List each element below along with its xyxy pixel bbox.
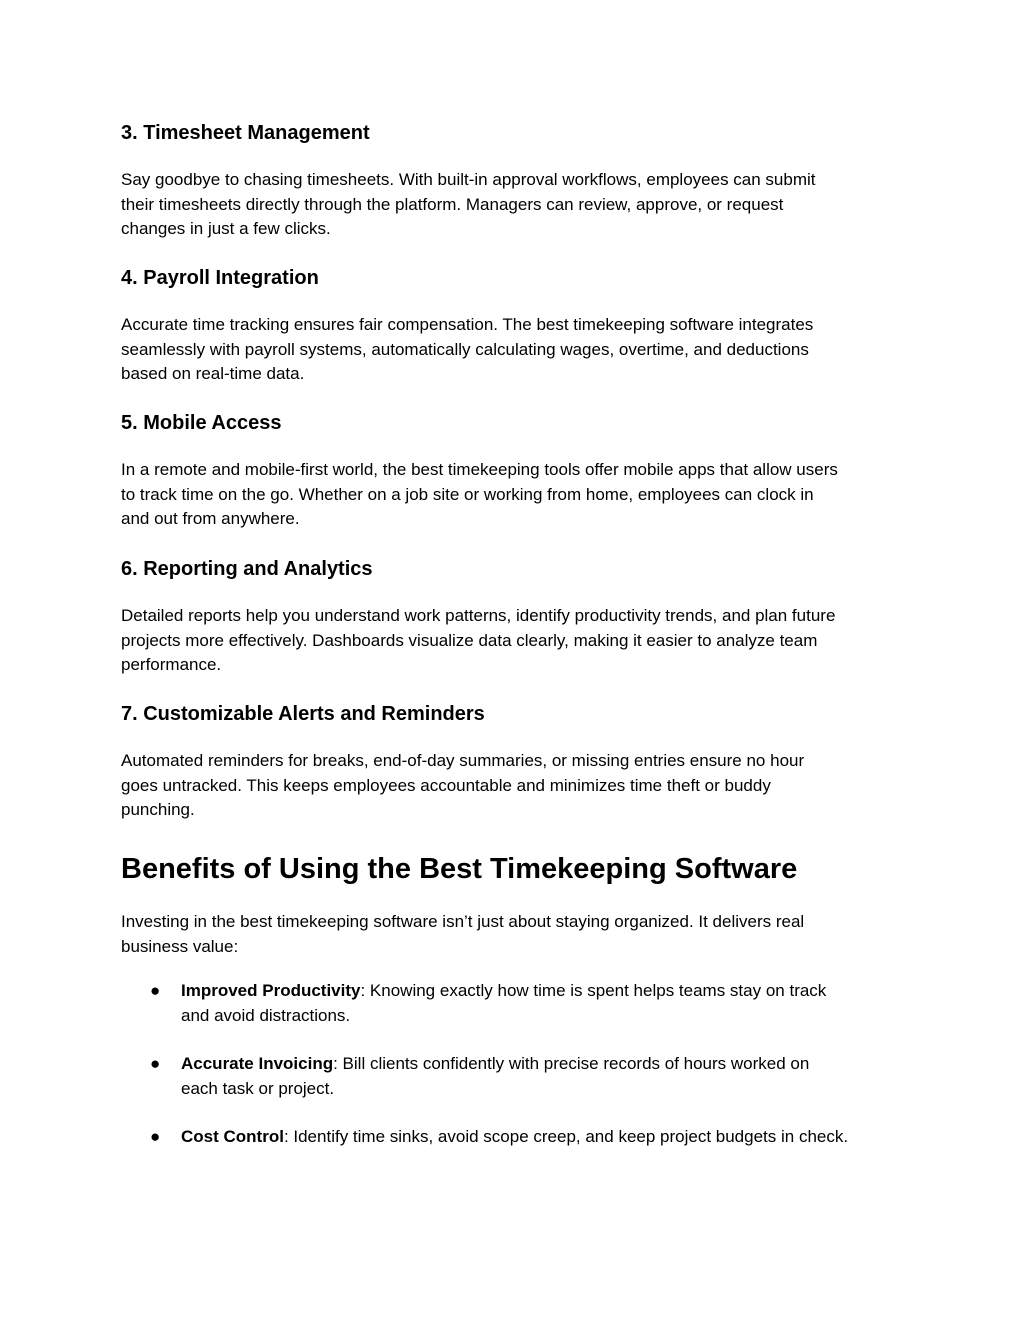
text-line: performance. [121, 655, 222, 674]
benefit-description: : Knowing exactly how time is spent helps teams stay on track [360, 981, 827, 1000]
section-paragraph-reporting-analytics [121, 604, 911, 678]
text-line: their timesheets directly through the platform. Managers can review, approve, or request [121, 194, 784, 214]
text-line: goes untracked. This keeps employees accountable and minimizes time theft or buddy [121, 775, 771, 795]
text-line: Detailed reports help you understand work patterns, identify productivity trends, and plan future [121, 606, 836, 625]
benefit-text [181, 1052, 911, 1101]
benefit-description: : Identify time sinks, avoid scope creep, and keep project budgets in check. [283, 1127, 849, 1146]
benefit-description-cont: and avoid distractions. [181, 1005, 351, 1025]
bullet-icon: ● [150, 1054, 161, 1073]
section-paragraph-payroll-integration [121, 313, 911, 387]
benefit-term: Improved Productivity [181, 981, 361, 1000]
text-line: punching. [121, 800, 195, 819]
text-line: business value: [121, 936, 239, 956]
section-heading-mobile-access: 5. Mobile Access [121, 412, 282, 434]
text-line: seamlessly with payroll systems, automatically calculating wages, overtime, and deductions [121, 339, 809, 359]
bullet-icon: ● [150, 981, 161, 1000]
text-line: changes in just a few clicks. [121, 219, 331, 238]
text-line: Investing in the best timekeeping software isn’t just about staying organized. It delivers real [121, 912, 805, 931]
text-line: projects more effectively. Dashboards visualize data clearly, making it easier to analyze team [121, 630, 818, 650]
text-line: Automated reminders for breaks, end-of-day summaries, or missing entries ensure no hour [121, 751, 805, 770]
benefits-heading: Benefits of Using the Best Timekeeping Software [121, 853, 798, 885]
benefit-text [181, 1125, 911, 1150]
benefit-term: Accurate Invoicing [181, 1054, 334, 1073]
text-line: to track time on the go. Whether on a job site or working from home, employees can clock in [121, 484, 814, 504]
text-line: In a remote and mobile-first world, the best timekeeping tools offer mobile apps that allow users [121, 460, 838, 479]
text-line: Accurate time tracking ensures fair compensation. The best timekeeping software integrates [121, 315, 814, 334]
benefit-description-cont: each task or project. [181, 1078, 335, 1098]
benefit-description: : Bill clients confidently with precise records of hours worked on [333, 1054, 810, 1073]
benefits-intro [121, 910, 911, 959]
text-line: and out from anywhere. [121, 509, 300, 528]
section-heading-timesheet-management: 3. Timesheet Management [121, 122, 370, 144]
section-paragraph-timesheet-management [121, 168, 911, 242]
section-paragraph-alerts-reminders [121, 749, 911, 823]
section-heading-payroll-integration: 4. Payroll Integration [121, 267, 319, 289]
text-line: Say goodbye to chasing timesheets. With built-in approval workflows, employees can submit [121, 170, 816, 189]
section-paragraph-mobile-access [121, 458, 911, 532]
benefit-term: Cost Control [181, 1127, 284, 1146]
bullet-icon: ● [150, 1127, 161, 1146]
section-heading-alerts-reminders: 7. Customizable Alerts and Reminders [121, 703, 485, 725]
text-line: based on real-time data. [121, 364, 305, 383]
section-heading-reporting-analytics: 6. Reporting and Analytics [121, 558, 373, 580]
benefit-text [181, 979, 911, 1028]
